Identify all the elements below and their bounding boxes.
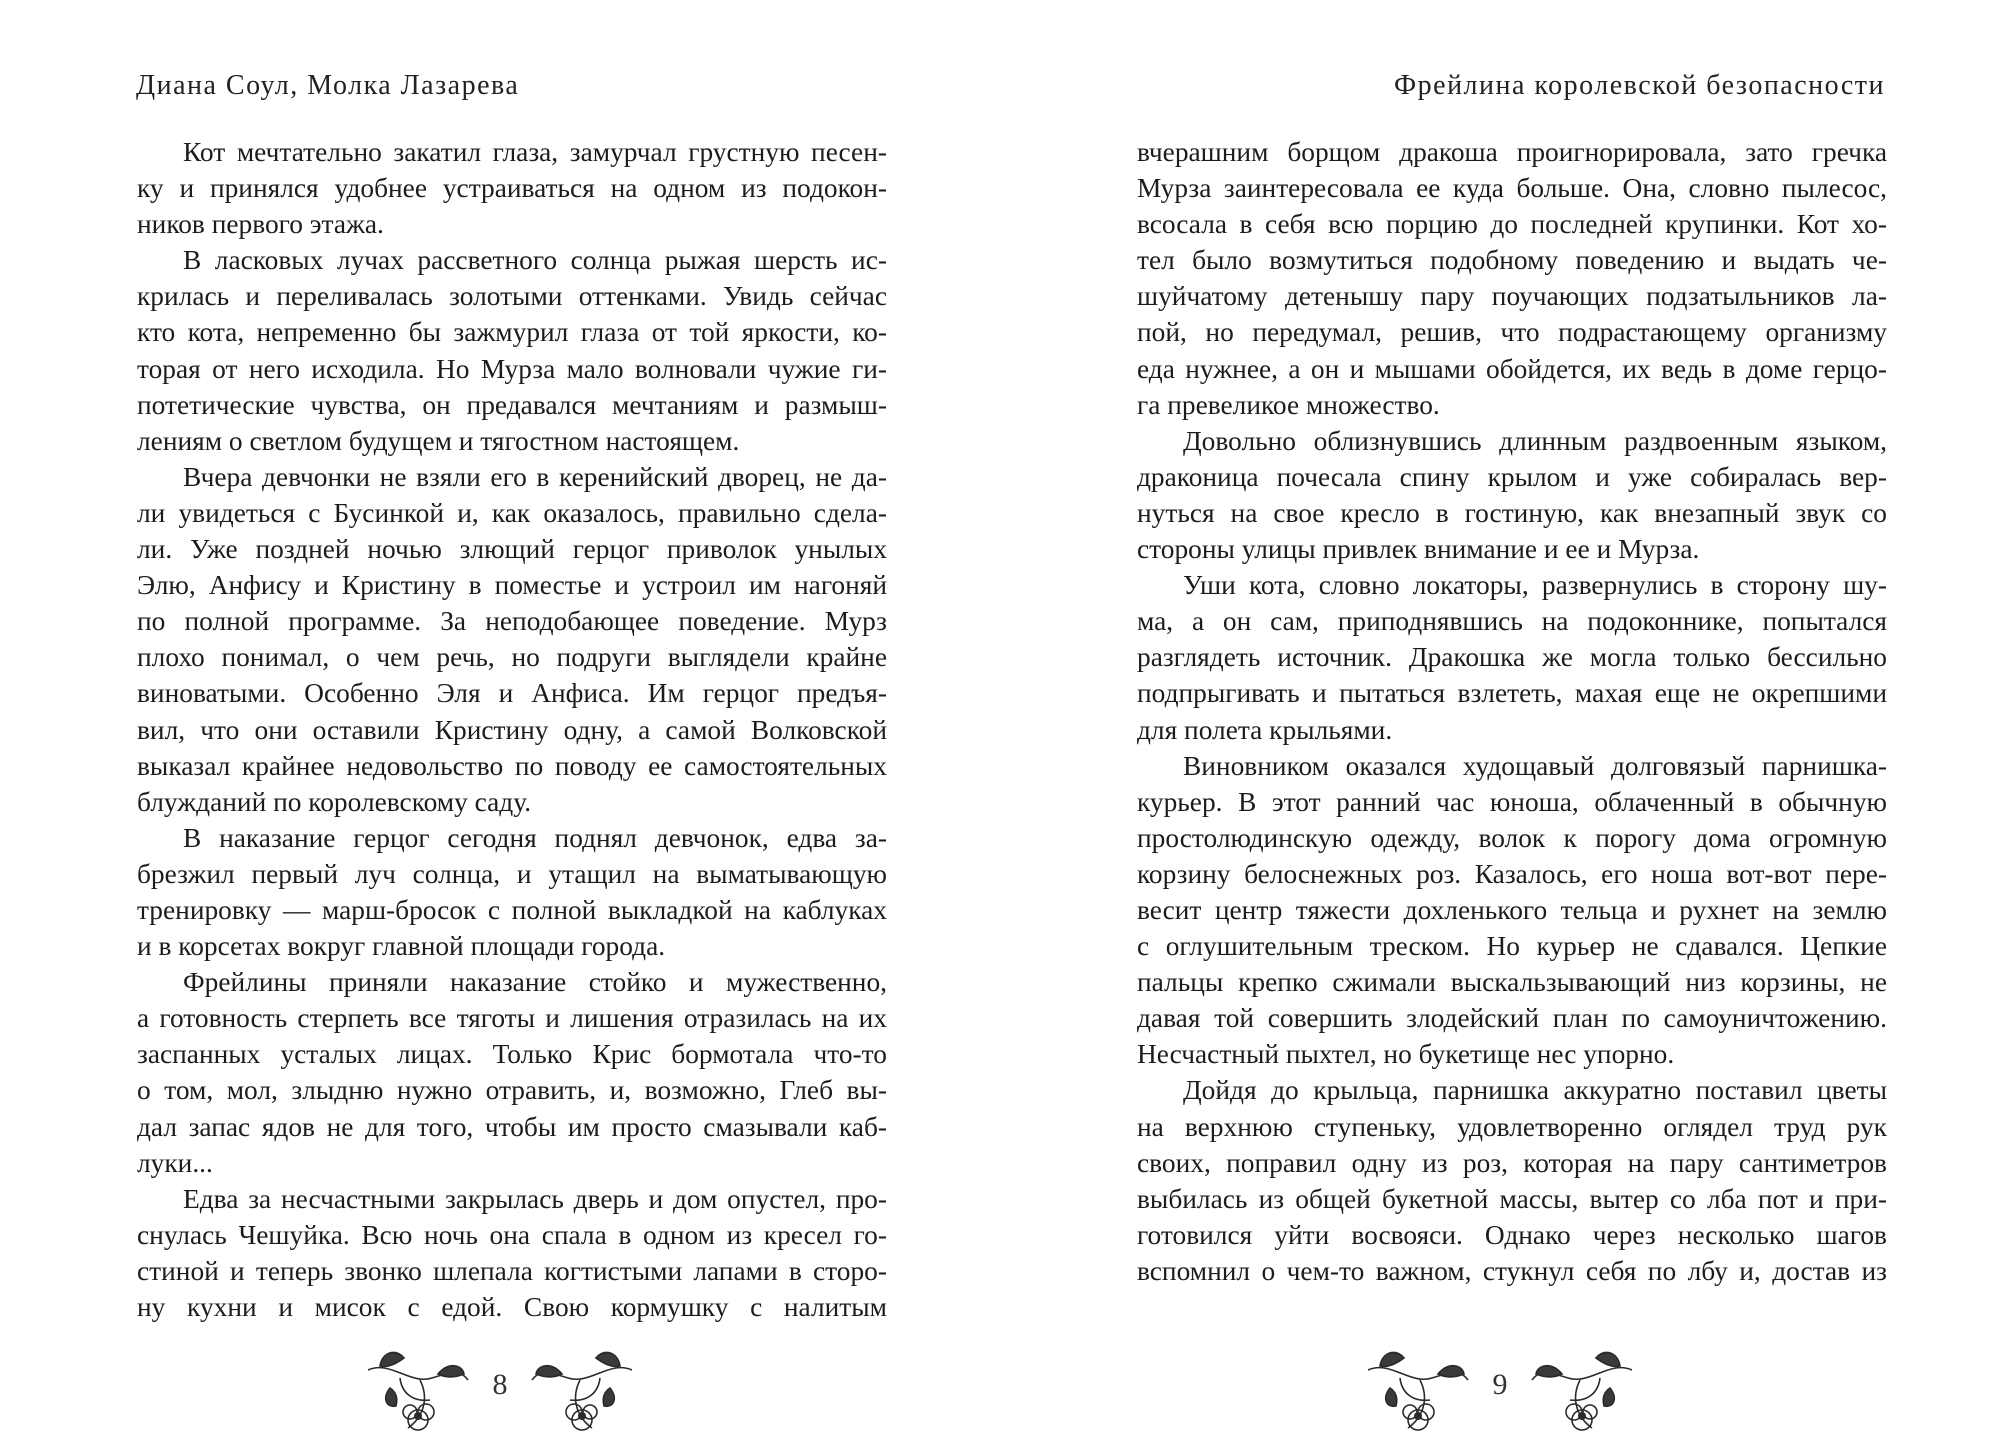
text-line: В наказание герцог сегодня поднял девчонок, едва за- — [183, 822, 887, 853]
page-number: 8 — [492, 1368, 508, 1401]
text-line: дал запас ядов не для того, чтобы им просто смазывали каб- — [137, 1111, 887, 1142]
text-line: нуться на свое кресло в гостиную, как внезапный звук со — [1137, 497, 1887, 528]
text-line: ну кухни и мисок с едой. Свою кормушку с налитым — [137, 1292, 887, 1322]
text-line: Уши кота, словно локаторы, развернулись в сторону шу- — [1183, 570, 1887, 601]
text-line: плохо понимал, о чем речь, но подруги выглядели крайне — [137, 642, 887, 673]
text-line: стиной и теперь звонко шлепала когтистыми лапами в сторо- — [137, 1255, 887, 1286]
text-line: вчерашним борщом дракоша проигнорировала, зато гречка — [1137, 137, 1887, 167]
text-line: стороны улицы привлек внимание и ее и Мурза. — [1137, 534, 1700, 565]
text-line: Едва за несчастными закрылась дверь и дом опустел, про- — [183, 1183, 887, 1214]
text-line: блужданий по королевскому саду. — [137, 786, 532, 817]
text-line: о том, мол, злыдню нужно отравить, и, возможно, Глеб вы- — [137, 1075, 887, 1106]
text-line: с оглушительным треском. Но курьер не сдавался. Цепкие — [1137, 931, 1887, 962]
text-line: всосала в себя всю порцию до последней крупинки. Кот хо- — [1137, 209, 1887, 240]
floral-vine-icon — [1530, 1340, 1640, 1440]
running-head-author: Диана Соул, Молка Лазарева — [136, 70, 520, 101]
page-body-text — [1137, 134, 1887, 1289]
text-line: тел было возмутиться подобному поведению и выдать че- — [1137, 245, 1887, 276]
text-line: Дойдя до крыльца, парнишка аккуратно поставил цветы — [1183, 1075, 1887, 1106]
text-line: готовился уйти восвояси. Однако через несколько шагов — [1137, 1219, 1887, 1250]
text-line: Вчера девчонки не взяли его в керенийский дворец, не да- — [183, 461, 887, 492]
text-line: весит центр тяжести дохленького тельца и рухнет на землю — [1137, 894, 1887, 925]
text-line: Виновником оказался худощавый долговязый парнишка- — [1183, 750, 1887, 781]
text-line: виноватыми. Особенно Эля и Анфиса. Им герцог предъя- — [137, 678, 887, 709]
text-line: пальцы крепко сжимали выскальзывающий низ корзины, не — [1137, 967, 1887, 998]
text-line: га превеликое множество. — [1137, 389, 1440, 420]
text-line: а готовность стерпеть все тяготы и лишения отразилась на их — [137, 1003, 887, 1034]
text-line: В ласковых лучах рассветного солнца рыжая шерсть ис- — [183, 245, 887, 276]
text-line: ников первого этажа. — [137, 209, 384, 240]
text-line: Фрейлины приняли наказание стойко и мужественно, — [183, 967, 887, 998]
text-line: на верхнюю ступеньку, удовлетворенно оглядел труд рук — [1137, 1111, 1887, 1142]
text-line: ли увидеться с Бусинкой и, как оказалось, правильно сдела- — [137, 497, 887, 528]
text-line: выказал крайнее недовольство по поводу ее самостоятельных — [137, 750, 887, 781]
running-head-title: Фрейлина королевской безопасности — [1394, 70, 1885, 101]
text-line: лениям о светлом будущем и тягостном настоящем. — [137, 425, 740, 456]
text-line: шуйчатому детенышу пару поучающих подзатыльников ла- — [1137, 281, 1887, 312]
text-line: корзину белоснежных роз. Казалось, его ноша вот-вот пере- — [1137, 858, 1887, 889]
text-line: Мурза заинтересовала ее куда больше. Она, словно пылесос, — [1137, 173, 1887, 204]
page-body-text — [137, 134, 887, 1325]
text-line: простолюдинскую одежду, волок к порогу дома огромную — [1137, 822, 1887, 853]
text-line: Кот мечтательно закатил глаза, замурчал грустную песен- — [183, 137, 887, 167]
text-line: кто кота, непременно бы зажмурил глаза от той яркости, ко- — [137, 317, 887, 348]
text-line: тренировку — марш-бросок с полной выкладкой на каблуках — [137, 894, 887, 925]
text-line: Элю, Анфису и Кристину в поместье и устроил им нагоняй — [137, 570, 887, 601]
floral-vine-icon — [530, 1340, 640, 1440]
folio — [360, 1340, 640, 1440]
text-line: брезжил первый луч солнца, и утащил на выматывающую — [137, 858, 887, 889]
text-line: давая той совершить злодейский план по самоуничтожению. — [1137, 1003, 1887, 1034]
text-line: вил, что они оставили Кристину одну, а самой Волковской — [137, 714, 887, 745]
text-line: еда нужнее, а он и мышами обойдется, их ведь в доме герцо- — [1137, 353, 1887, 384]
text-line: вспомнил о чем-то важном, стукнул себя по лбу и, достав из — [1137, 1255, 1887, 1286]
text-line: ку и принялся удобнее устраиваться на одном из подокон- — [137, 173, 887, 204]
text-line: курьер. В этот ранний час юноша, облаченный в обычную — [1137, 786, 1887, 817]
text-line: заспанных усталых лицах. Только Крис бормотала что-то — [137, 1039, 887, 1070]
text-line: снулась Чешуйка. Всю ночь она спала в одном из кресел го- — [137, 1219, 887, 1250]
right-page — [1000, 0, 2000, 1440]
text-line: своих, поправил одну из роз, которая на пару сантиметров — [1137, 1147, 1887, 1178]
text-line: торая от него исходила. Но Мурза мало волновали чужие ги- — [137, 353, 887, 384]
text-line: Довольно облизнувшись длинным раздвоенным языком, — [1183, 425, 1887, 456]
text-line: по полной программе. За неподобающее поведение. Мурз — [137, 606, 887, 637]
folio — [1360, 1340, 1640, 1440]
text-line: драконица почесала спину крылом и уже собиралась вер- — [1137, 461, 1887, 492]
text-line: потетические чувства, он предавался мечтаниям и размыш- — [137, 389, 887, 420]
text-line: подпрыгивать и пытаться взлететь, махая еще не окрепшими — [1137, 678, 1887, 709]
page-number: 9 — [1492, 1368, 1508, 1401]
text-line: Несчастный пыхтел, но букетище нес упорно. — [1137, 1039, 1675, 1070]
text-line: и в корсетах вокруг главной площади города. — [137, 931, 666, 962]
text-line: ма, а он сам, приподнявшись на подоконнике, попытался — [1137, 606, 1887, 637]
text-line: ли. Уже поздней ночью злющий герцог приволок унылых — [137, 534, 887, 565]
text-line: луки... — [137, 1147, 213, 1178]
text-line: для полета крыльями. — [1137, 714, 1393, 745]
text-line: разглядеть источник. Дракошка же могла только бессильно — [1137, 642, 1887, 673]
text-line: крилась и переливалась золотыми оттенками. Увидь сейчас — [137, 281, 887, 312]
text-line: пой, но передумал, решив, что подрастающему организму — [1137, 317, 1887, 348]
floral-vine-icon — [1360, 1340, 1470, 1440]
floral-vine-icon — [360, 1340, 470, 1440]
text-line: выбилась из общей букетной массы, вытер со лба пот и при- — [1137, 1183, 1887, 1214]
